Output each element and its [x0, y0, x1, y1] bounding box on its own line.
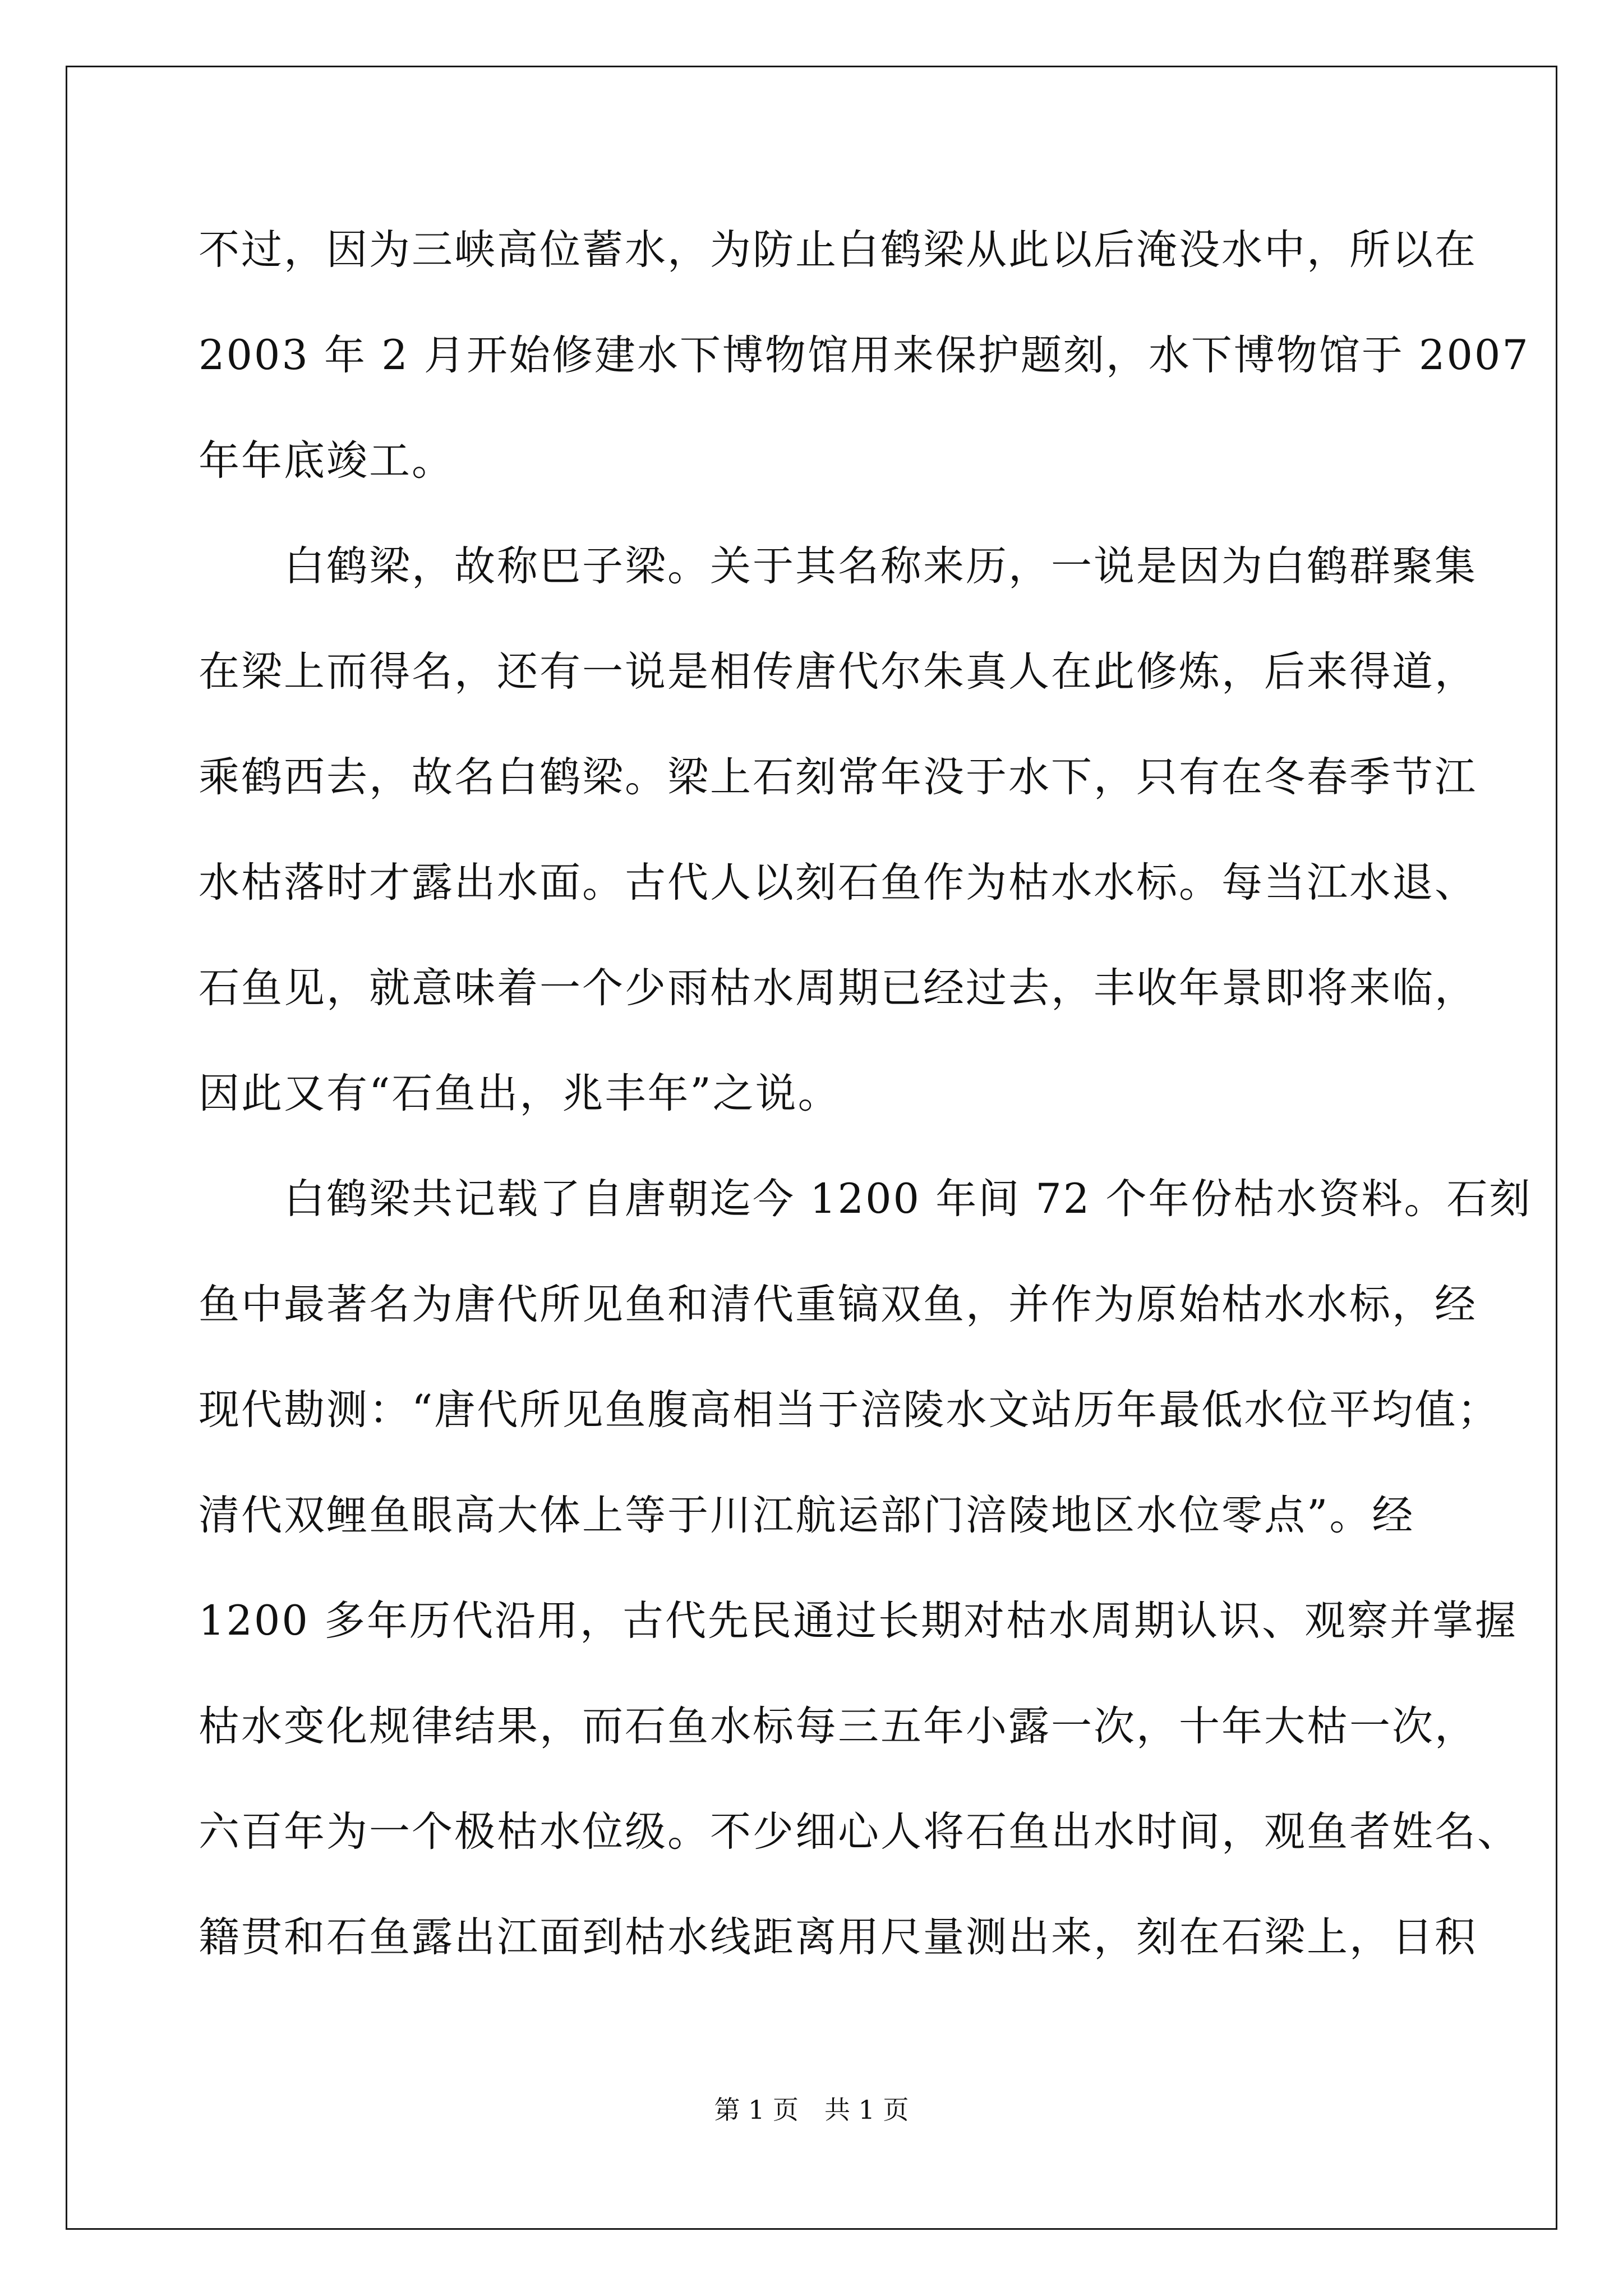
paragraph — [199, 514, 1477, 1147]
text-line: 在梁上而得名，还有一说是相传唐代尔朱真人在此修炼，后来得道， — [199, 648, 1477, 696]
text-line: 1200 多年历代沿用，古代先民通过长期对枯水周期认识、观察并掌握 — [199, 1597, 1518, 1645]
text-line: 清代双鲤鱼眼高大体上等于川江航运部门涪陵地区水位零点”。经 — [199, 1492, 1415, 1539]
text-line: 枯水变化规律结果，而石鱼水标每三五年小露一次，十年大枯一次， — [199, 1703, 1477, 1750]
text-line: 乘鹤西去，故名白鹤梁。梁上石刻常年没于水下，只有在冬春季节江 — [199, 753, 1477, 801]
text-line: 2003 年 2 月开始修建水下博物馆用来保护题刻，水下博物馆于 2007 — [199, 332, 1530, 379]
text-line: 六百年为一个极枯水位级。不少细心人将石鱼出水时间，观鱼者姓名、 — [199, 1808, 1520, 1856]
text-line: 现代勘测：“唐代所见鱼腹高相当于涪陵水文站历年最低水位平均值； — [199, 1386, 1500, 1434]
paragraph — [199, 197, 1530, 514]
text-line: 不过，因为三峡高位蓄水，为防止白鹤梁从此以后淹没水中，所以在 — [199, 226, 1477, 274]
text-line: 鱼中最著名为唐代所见鱼和清代重镐双鱼，并作为原始枯水水标，经 — [199, 1281, 1477, 1328]
paragraph — [199, 1147, 1532, 1990]
text-line: 籍贯和石鱼露出江面到枯水线距离用尺量测出来，刻在石梁上，日积 — [199, 1913, 1477, 1961]
text-line: 因此又有“石鱼出，兆丰年”之说。 — [199, 1070, 841, 1117]
document-body — [199, 197, 1532, 1990]
page-number-footer: 第 1 页 共 1 页 — [714, 2095, 909, 2125]
text-line: 水枯落时才露出水面。古代人以刻石鱼作为枯水水标。每当江水退、 — [199, 859, 1477, 907]
text-line: 石鱼见，就意味着一个少雨枯水周期已经过去，丰收年景即将来临， — [199, 964, 1477, 1012]
text-line: 年年底竣工。 — [199, 437, 454, 485]
text-line: 白鹤梁，故称巴子梁。关于其名称来历，一说是因为白鹤群聚集 — [199, 542, 1477, 590]
text-line: 白鹤梁共记载了自唐朝迄今 1200 年间 72 个年份枯水资料。石刻 — [199, 1175, 1532, 1223]
